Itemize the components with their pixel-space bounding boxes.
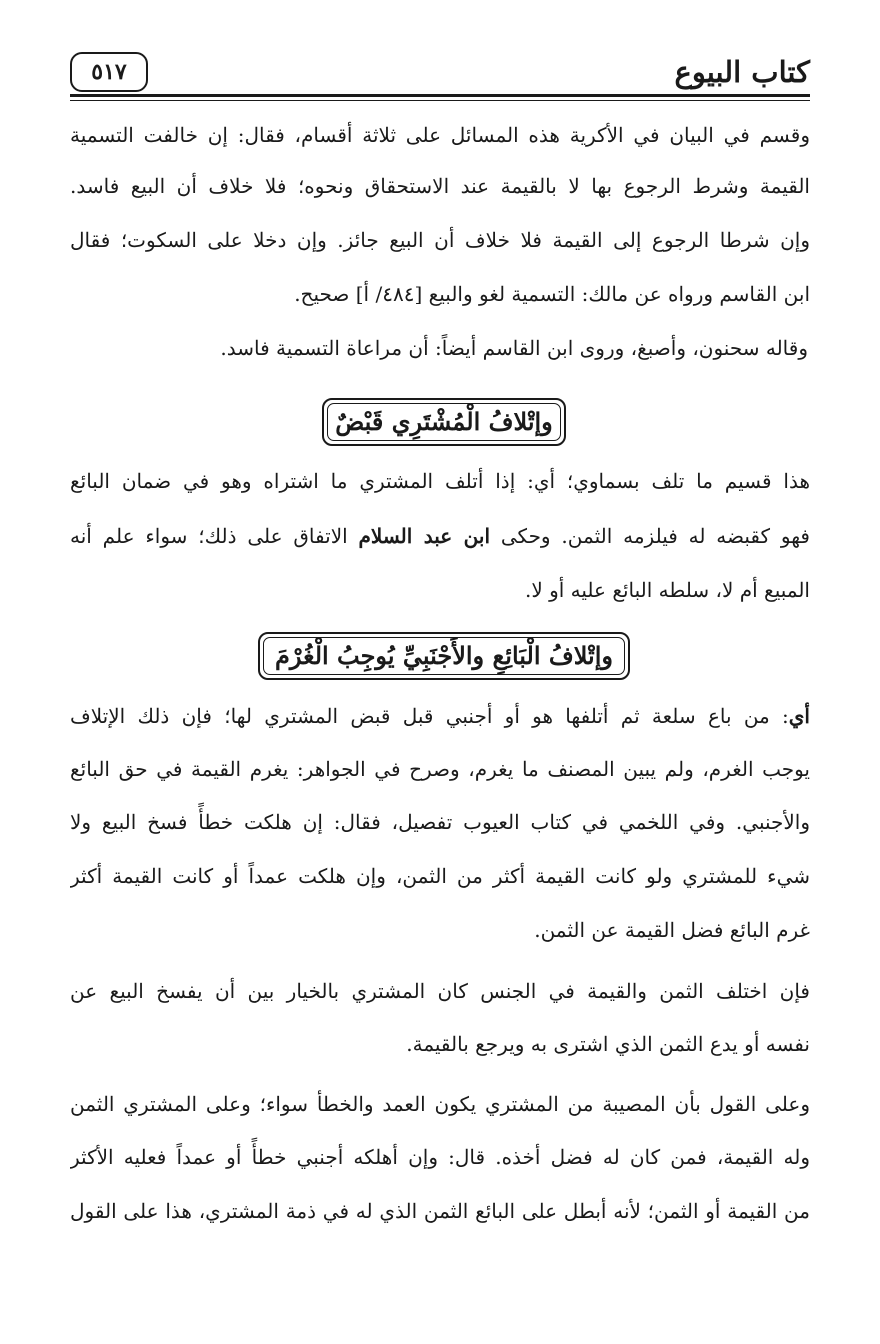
paragraph-4-line-4: شيء للمشتري ولو كانت القيمة أكثر من الثمن، وإن هلكت عمداً أو كانت القيمة أكثر	[70, 864, 810, 888]
paragraph-1-line-3: وإن شرطا الرجوع إلى القيمة فلا خلاف أن البيع جائز. وإن دخلا على السكوت؛ فقال	[70, 228, 810, 252]
paragraph-1-line-1: وقسم في البيان في الأكرية هذه المسائل على ثلاثة أقسام، فقال: إن خالفت التسمية	[70, 123, 810, 147]
book-title: كتاب البيوع	[674, 55, 810, 89]
paragraph-5-line-2: نفسه أو يدع الثمن الذي اشترى به ويرجع بالقيمة.	[406, 1032, 810, 1056]
paragraph-1-line-2: القيمة وشرط الرجوع بها لا بالقيمة عند الاستحقاق ونحوه؛ فلا خلاف أن البيع فاسد.	[70, 174, 810, 198]
section-heading-2: وإتْلافُ الْبَائِعِ والأَجْنَبِيِّ يُوجِبُ الْغُرْمَ	[258, 632, 630, 680]
header-rule-thin	[70, 100, 810, 101]
paragraph-2-line-1: وقاله سحنون، وأصبغ، وروى ابن القاسم أيضاً: أن مراعاة التسمية فاسد.	[220, 336, 808, 360]
paragraph-3-line-1: هذا قسيم ما تلف بسماوي؛ أي: إذا أتلف المشتري ما اشتراه وهو في ضمان البائع	[70, 469, 810, 493]
paragraph-4-text: : من باع سلعة ثم أتلفها هو أو أجنبي قبل قبض المشتري لها؛ فإن ذلك الإتلاف	[70, 704, 789, 728]
paragraph-4-line-2: يوجب الغرم، ولم يبين المصنف ما يغرم، وصرح في الجواهر: يغرم القيمة في حق البائع	[70, 757, 810, 781]
paragraph-1-line-4: ابن القاسم ورواه عن مالك: التسمية لغو والبيع [٤٨٤/ أ] صحيح.	[294, 282, 810, 306]
header-rule-thick	[70, 94, 810, 97]
paragraph-3-line-3: المبيع أم لا، سلطه البائع عليه أو لا.	[524, 578, 810, 602]
commentary-marker: أي	[788, 704, 810, 728]
paragraph-5-line-1: فإن اختلف الثمن والقيمة في الجنس كان المشتري بالخيار بين أن يفسخ البيع عن	[70, 979, 810, 1003]
paragraph-3-line-2	[70, 515, 810, 557]
paragraph-6-line-1: وعلى القول بأن المصيبة من المشتري يكون العمد والخطأ سواء؛ وعلى المشتري الثمن	[70, 1092, 810, 1116]
paragraph-3-text: الاتفاق على ذلك؛ سواء علم أنه	[70, 524, 359, 548]
paragraph-6-line-3: من القيمة أو الثمن؛ لأنه أبطل على البائع الثمن الذي له في ذمة المشتري، هذا على القول	[70, 1199, 810, 1223]
paragraph-6-line-2: وله القيمة، فمن كان له فضل أخذه. قال: وإن أهلكه أجنبي خطأً أو عمداً فعليه الأكثر	[70, 1145, 810, 1169]
paragraph-4-line-5: غرم البائع فضل القيمة عن الثمن.	[534, 918, 810, 942]
scholar-name: ابن عبد السلام	[358, 524, 491, 548]
section-heading-1: وإتْلافُ الْمُشْتَرِي قَبْضٌ	[322, 398, 566, 446]
page-header	[70, 50, 810, 98]
page-number: ٥١٧	[70, 52, 148, 92]
paragraph-3-text: فهو كقبضه له فيلزمه الثمن. وحكى	[490, 524, 810, 548]
paragraph-4-line-1	[70, 695, 810, 737]
paragraph-4-line-3: والأجنبي. وفي اللخمي في كتاب العيوب تفصيل، فقال: إن هلكت خطأً فسخ البيع ولا	[70, 810, 810, 834]
